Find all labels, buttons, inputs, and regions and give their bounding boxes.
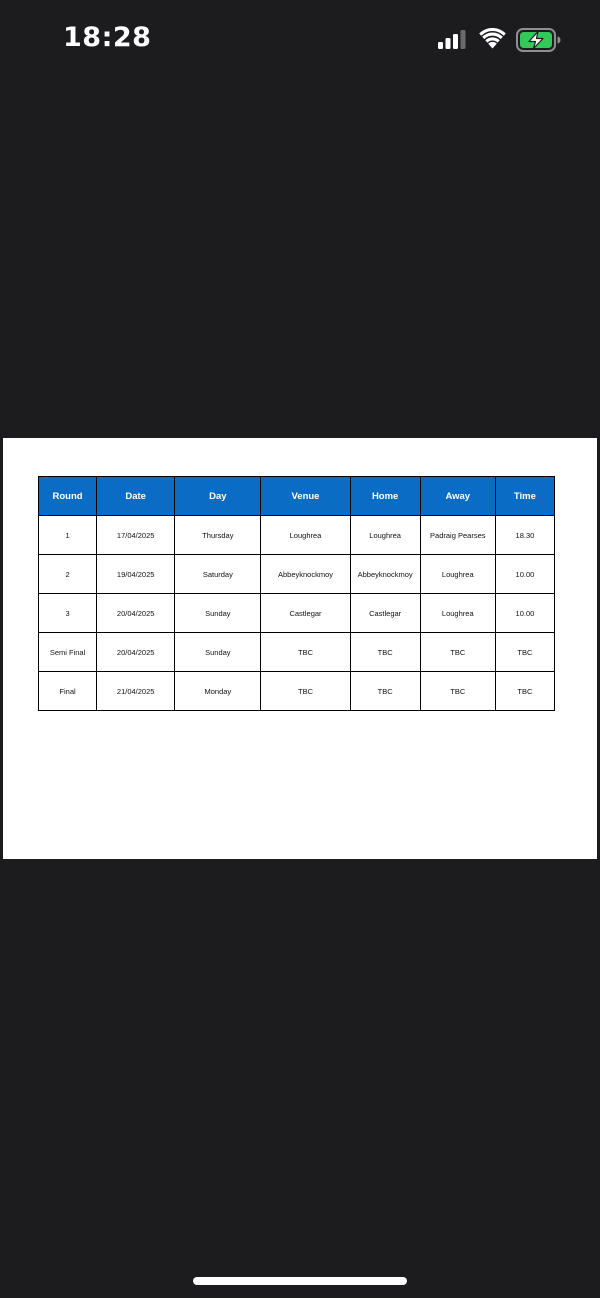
column-header-time: Time (495, 477, 554, 516)
wifi-icon (479, 28, 506, 49)
cell-round: 3 (39, 594, 97, 633)
cell-date: 19/04/2025 (97, 555, 175, 594)
cell-venue: Loughrea (261, 516, 350, 555)
column-header-day: Day (175, 477, 261, 516)
cell-round: Semi Final (39, 633, 97, 672)
fixtures-table (38, 476, 555, 711)
cell-home: TBC (350, 633, 420, 672)
table-header-row (39, 477, 555, 516)
signal-icon (438, 30, 466, 49)
cell-home: TBC (350, 672, 420, 711)
cell-venue: TBC (261, 633, 350, 672)
cell-round: 2 (39, 555, 97, 594)
cell-venue: Castlegar (261, 594, 350, 633)
status-bar (0, 0, 600, 80)
cell-venue: TBC (261, 672, 350, 711)
home-indicator[interactable] (193, 1277, 407, 1285)
cell-date: 20/04/2025 (97, 633, 175, 672)
table-row (39, 594, 555, 633)
cell-away: Padraig Pearses (420, 516, 495, 555)
cell-home: Castlegar (350, 594, 420, 633)
cell-venue: Abbeyknockmoy (261, 555, 350, 594)
table-row (39, 516, 555, 555)
table-row (39, 672, 555, 711)
column-header-date: Date (97, 477, 175, 516)
cell-away: Loughrea (420, 594, 495, 633)
cell-time: TBC (495, 672, 554, 711)
cell-time: 18.30 (495, 516, 554, 555)
cell-away: TBC (420, 672, 495, 711)
cell-home: Abbeyknockmoy (350, 555, 420, 594)
column-header-round: Round (39, 477, 97, 516)
cell-time: 10.00 (495, 555, 554, 594)
cell-round: 1 (39, 516, 97, 555)
cell-away: Loughrea (420, 555, 495, 594)
column-header-home: Home (350, 477, 420, 516)
cell-day: Sunday (175, 633, 261, 672)
cell-date: 21/04/2025 (97, 672, 175, 711)
status-time: 18:28 (63, 22, 152, 53)
cell-time: 10.00 (495, 594, 554, 633)
column-header-venue: Venue (261, 477, 350, 516)
cell-day: Monday (175, 672, 261, 711)
column-header-away: Away (420, 477, 495, 516)
cell-date: 17/04/2025 (97, 516, 175, 555)
cell-away: TBC (420, 633, 495, 672)
cell-day: Thursday (175, 516, 261, 555)
cell-day: Sunday (175, 594, 261, 633)
document-page (3, 438, 597, 859)
cell-round: Final (39, 672, 97, 711)
battery-charging-icon (516, 28, 561, 52)
cell-day: Saturday (175, 555, 261, 594)
table-row (39, 555, 555, 594)
cell-time: TBC (495, 633, 554, 672)
cell-date: 20/04/2025 (97, 594, 175, 633)
cell-home: Loughrea (350, 516, 420, 555)
table-row (39, 633, 555, 672)
